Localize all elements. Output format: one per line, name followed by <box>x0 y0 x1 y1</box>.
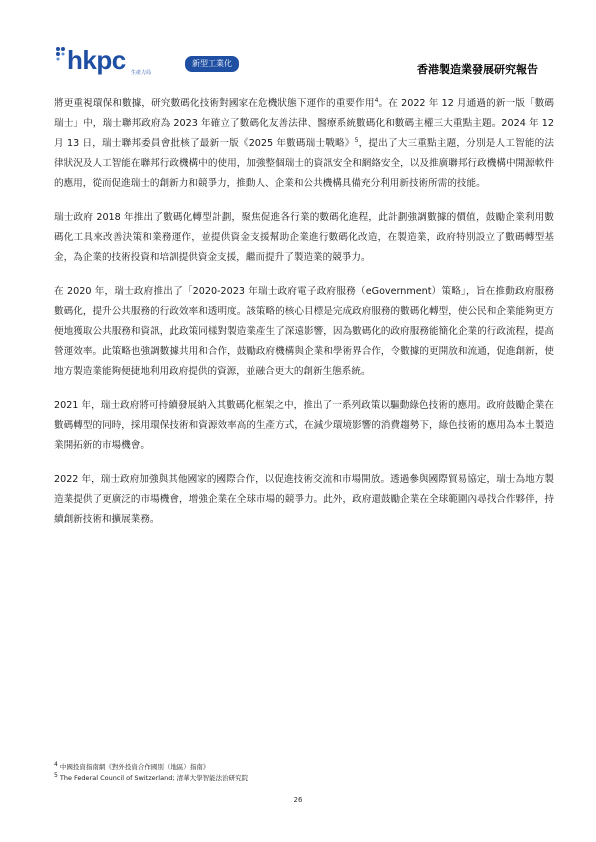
body-paragraph <box>54 282 554 382</box>
hkpc-logo <box>55 45 232 78</box>
footnote-ref: 4 <box>374 96 379 104</box>
paragraph-text: 瑞士政府 2018 年推出了數碼化轉型計劃，聚焦促進各行業的數碼化進程，此計劃強調數據的價值，鼓勵企業利用數碼化工具來改善決策和業務運作，並提供資金支援幫助企業進行數碼化改造，在製造業，政府特別設立了數碼轉型基金，為企業的技術投資和培訓提供資金支援，繼而提升了製造業的競爭力。 <box>54 212 554 263</box>
footnote-item <box>54 773 554 784</box>
footnote-item <box>54 762 554 773</box>
logo-badge: 新型工業化 <box>185 56 239 72</box>
footnote-ref: 5 <box>354 136 359 144</box>
footnotes <box>54 762 554 784</box>
paragraph-text: ，提出了大三重點主題，分別是人工智能的法律狀況及人工智能在聯邦行政機構中的使用，加強整個瑞士的資訊安全和網絡安全，以及推廣聯邦行政機構中開源軟件的應用，從而促進瑞士的創新力和競爭力，推動人、企業和公共機構具備充分利用新技術所需的技能。 <box>54 138 555 189</box>
page-header <box>0 0 596 90</box>
page-number: 26 <box>293 796 303 804</box>
logo-subtitle: 生產力局 <box>131 70 152 76</box>
report-title: 香港製造業發展研究報告 <box>417 63 538 76</box>
footnote-text: 中國投資指南網《對外投資合作國別（地區）指南》 <box>57 763 210 771</box>
body-content <box>54 94 554 544</box>
paragraph-text: 2021 年，瑞士政府將可持續發展納入其數碼化框架之中，推出了一系列政策以驅動綠色技術的應用。政府鼓勵企業在數碼轉型的同時，採用環保技術和資源效率高的生產方式，在減少環境影響的消費趨勢下，綠色技術的應用為本土製造業開拓新的市場機會。 <box>54 400 554 451</box>
body-paragraph <box>54 470 554 530</box>
body-paragraph <box>54 208 554 268</box>
paragraph-text: 。在 2022 年 12 月通過的新一版「數碼瑞士」中，瑞士聯邦政府為 2023 年確立了數碼化友善法律、醫療系統數碼化和數碼主權三大重點主題。2024 年 12 月 13 日，瑞士聯邦委員會批核了最新一版《2025 年數碼瑞士戰略》 <box>54 98 554 149</box>
logo-wordmark: hkpc <box>67 45 126 75</box>
footnote-number: 5 <box>54 771 58 779</box>
paragraph-text: 將更重視環保和數據，研究數碼化技術對國家在危機狀態下運作的重要作用 <box>54 98 375 109</box>
footnote-number: 4 <box>54 760 58 768</box>
body-paragraph <box>54 396 554 456</box>
body-paragraph <box>54 94 554 194</box>
paragraph-text: 2022 年，瑞士政府加強與其他國家的國際合作，以促進技術交流和市場開放。透過參與國際貿易協定，瑞士為地方製造業提供了更廣泛的市場機會，增強企業在全球市場的競爭力。此外，政府還鼓勵企業在全球範圍內尋找合作夥伴，持續創新技術和擴展業務。 <box>54 474 554 525</box>
paragraph-text: 在 2020 年，瑞士政府推出了「2020-2023 年瑞士政府電子政府服務（eGovernment）策略」，旨在推動政府服務數碼化，提升公共服務的行政效率和透明度。該策略的核心目標是完成政府服務的數碼化轉型，使公民和企業能夠更方便地獲取公共服務和資訊，此政策同樣對製造業產生了深遠影響，因為數碼化的政府服務能簡化企業的行政流程，提高營運效率。此策略也強調數據共用和合作，鼓勵政府機構與企業和學術界合作，令數據的更開放和流通，促進創新，使地方製造業能夠便捷地利用政府提供的資源，並融合更大的創新生態系統。 <box>54 286 554 377</box>
footnote-text: The Federal Council of Switzerland; 清華大學智能法治研究院 <box>57 774 249 782</box>
